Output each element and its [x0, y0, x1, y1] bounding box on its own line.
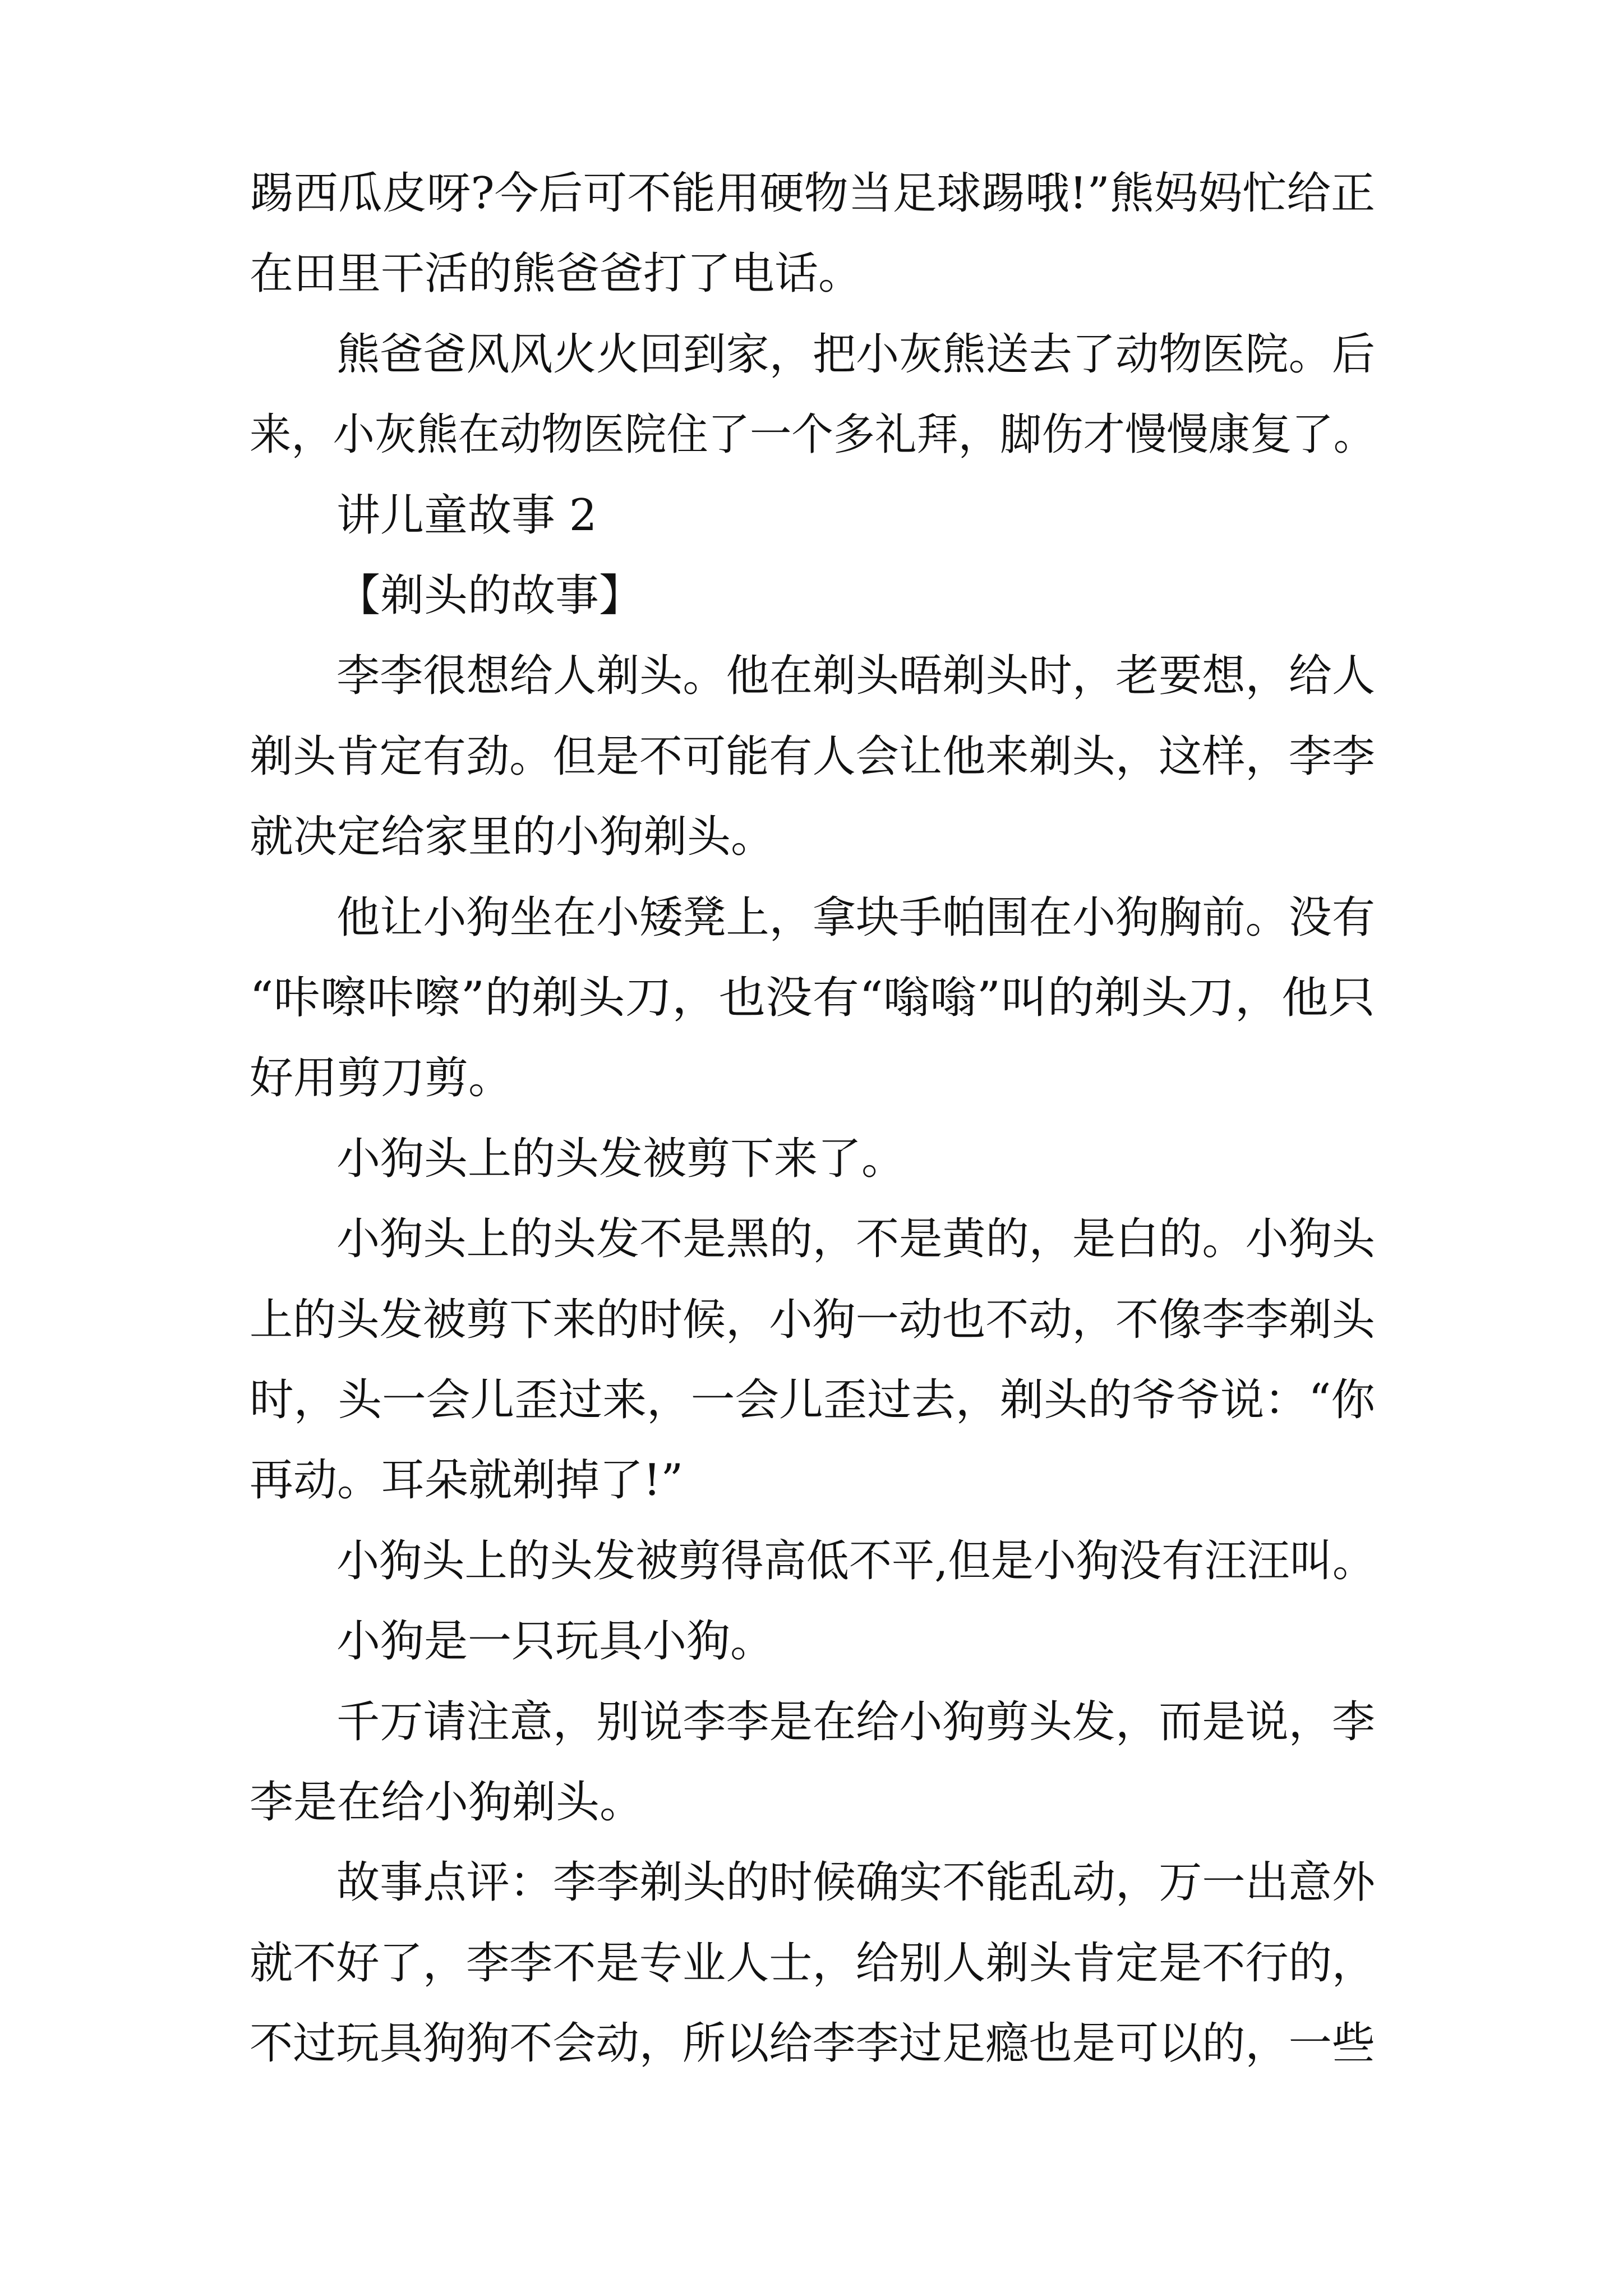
text-line-content: 好用剪刀剪。 [250, 1053, 513, 1104]
text-line-content: 熊爸爸风风火火回到家，把小灰熊送去了动物医院。后 [336, 329, 1375, 380]
text-line-content: 踢西瓜皮呀?今后可不能用硬物当足球踢哦!”熊妈妈忙给正 [250, 168, 1375, 219]
text-line [0, 556, 1623, 635]
text-line [0, 1763, 1623, 1842]
text-line-content: 上的头发被剪下来的时候，小狗一动也不动，不像李李剃头 [250, 1294, 1375, 1345]
text-line [0, 154, 1623, 233]
text-line [0, 1120, 1623, 1198]
text-line [0, 798, 1623, 876]
text-line-content: 千万请注意，别说李李是在给小狗剪头发，而是说，李 [336, 1696, 1375, 1747]
text-line-content: 小狗头上的头发不是黑的，不是黄的，是白的。小狗头 [336, 1214, 1375, 1265]
text-line-content: 不过玩具狗狗不会动，所以给李李过足瘾也是可以的，一些 [250, 2018, 1375, 2069]
text-line-content: 小狗头上的头发被剪得高低不平,但是小狗没有汪汪叫。 [336, 1535, 1375, 1586]
text-line [0, 717, 1623, 796]
text-line-content: 李李很想给人剃头。他在剃头晤剃头时，老要想，给人 [336, 651, 1375, 702]
text-line-content: 【剃头的故事】 [336, 570, 643, 621]
text-line [0, 395, 1623, 474]
text-line [0, 1602, 1623, 1681]
text-line-content: 李是在给小狗剃头。 [250, 1777, 644, 1828]
text-line [0, 1200, 1623, 1278]
text-line [0, 476, 1623, 555]
text-line [0, 2004, 1623, 2083]
text-line [0, 1522, 1623, 1600]
text-line-content: 小狗头上的头发被剪下来了。 [336, 1133, 906, 1184]
text-line-content: 小狗是一只玩具小狗。 [336, 1616, 774, 1667]
text-line [0, 959, 1623, 1037]
text-line-content: 在田里干活的熊爸爸打了电话。 [250, 249, 863, 300]
text-line [0, 1924, 1623, 2003]
text-line [0, 1441, 1623, 1520]
text-line [0, 637, 1623, 715]
text-line-content: “咔嚓咔嚓”的剃头刀，也没有“嗡嗡”叫的剃头刀，他只 [250, 973, 1375, 1023]
text-line-content: 来，小灰熊在动物医院住了一个多礼拜，脚伤才慢慢康复了。 [250, 409, 1375, 461]
text-line-content: 时，头一会儿歪过来，一会儿歪过去，剃头的爷爷说：“你 [250, 1375, 1375, 1425]
text-line [0, 315, 1623, 394]
text-line-content: 就决定给家里的小狗剃头。 [250, 812, 775, 863]
text-line [0, 878, 1623, 957]
text-line [0, 1281, 1623, 1359]
text-line-content: 讲儿童故事 2 [336, 490, 597, 541]
text-line-content: 他让小狗坐在小矮凳上，拿块手帕围在小狗胸前。没有 [336, 892, 1375, 943]
text-line-content: 就不好了，李李不是专业人士，给别人剃头肯定是不行的， [250, 1938, 1375, 1989]
text-line-content: 故事点评：李李剃头的时候确实不能乱动，万一出意外 [336, 1857, 1375, 1908]
text-line [0, 1843, 1623, 1922]
text-line [0, 234, 1623, 313]
text-line [0, 1361, 1623, 1439]
text-line [0, 1039, 1623, 1117]
text-line-content: 剃头肯定有劲。但是不可能有人会让他来剃头，这样，李李 [250, 731, 1375, 782]
text-line [0, 1683, 1623, 1761]
text-line-content: 再动。耳朵就剃掉了!” [250, 1455, 684, 1506]
